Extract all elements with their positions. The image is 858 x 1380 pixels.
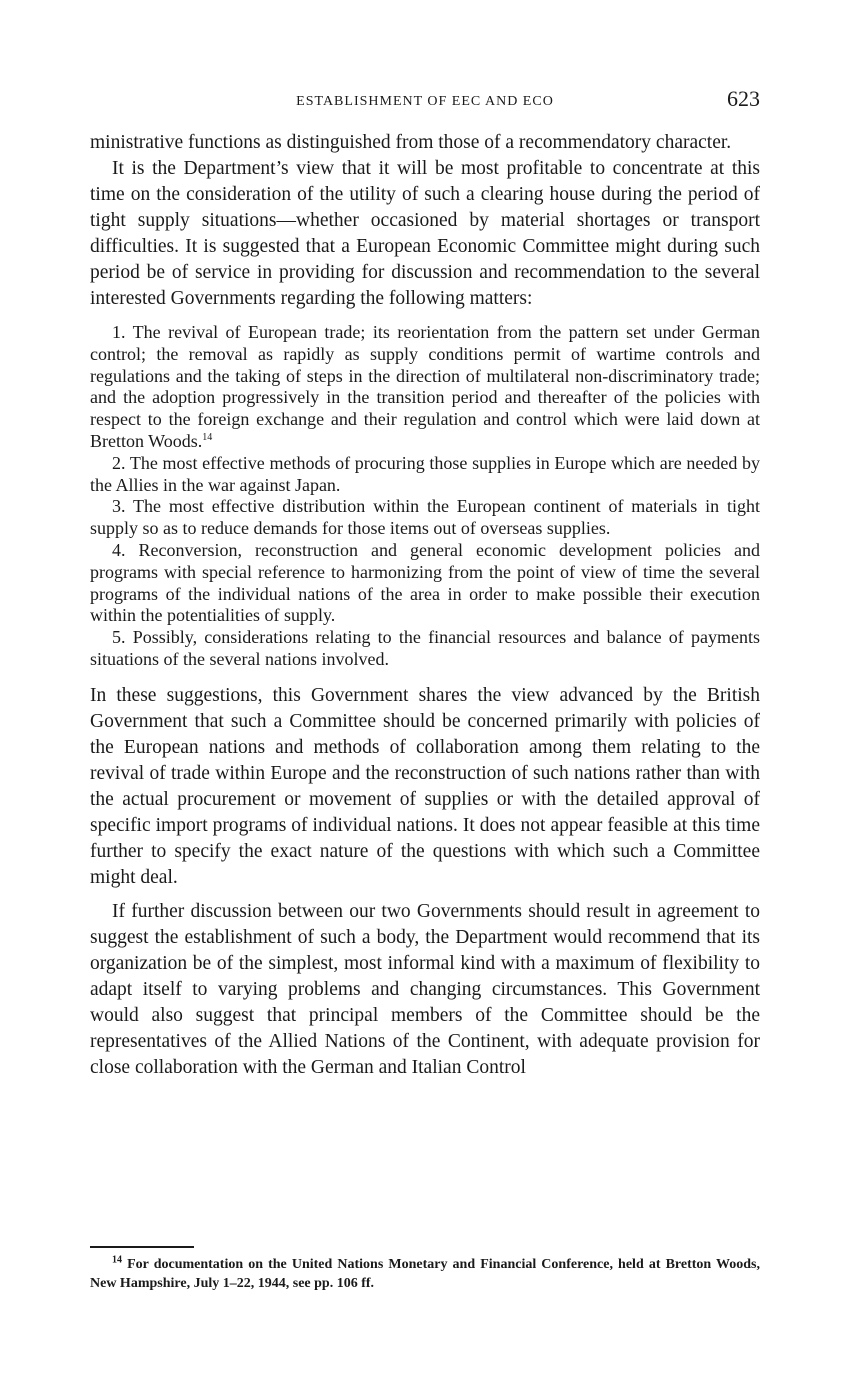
list-item-2: 2. The most effective methods of procuring those supplies in Europe which are needed by the Allies in the war against Japan.	[90, 452, 760, 495]
list-item-1-text: 1. The revival of European trade; its reorientation from the pattern set under German control; the removal as rapidly as supply conditions permit of wartime controls and regulations and the taking of steps in the direction of multilateral non-discriminatory trade; and the adoption progressively in the transition period and thereafter of the policies with respect to the foreign exchange and their regulation and control which were laid down at Bretton Woods.	[90, 322, 760, 451]
paragraph-british-view: In these suggestions, this Government shares the view advanced by the British Government that such a Committee should be concerned primarily with policies of the European nations and methods of collaboration among them relating to the revival of trade within Europe and the reconstruction of such nations rather than with the actual procurement or movement of supplies or with the detailed approval of specific import programs of individual nations. It does not appear feasible at this time further to specify the exact nature of the questions with which such a Committee might deal.	[90, 684, 760, 888]
footnote-text: For documentation on the United Nations Monetary and Financial Conference, held at Bretton Woods, New Hampshire, July 1–22, 1944, see pp. 106 ff.	[90, 1257, 760, 1291]
page-header	[90, 86, 760, 118]
list-item-1	[90, 322, 760, 453]
list-item-4: 4. Reconversion, reconstruction and general economic development policies and programs with special reference to harmonizing from the point of view of time the several programs of the individual nations of the area in order to make possible their execution within the potentialities of supply.	[90, 539, 760, 626]
footnote	[90, 1255, 760, 1293]
page-number: 623	[727, 86, 760, 111]
footnote-divider	[90, 1246, 194, 1248]
paragraph-continued: ministrative functions as distinguished from those of a recommendatory character.	[90, 132, 732, 153]
paragraph-department-view: It is the Department’s view that it will be most profitable to concentrate at this time on the consideration of the utility of such a clearing house during the period of tight supply situations—whether occasioned by material shortages or transport difficulties. It is suggested that a European Economic Committee might during such period be of service in providing for discussion and recommendation to the several interested Governments regarding the following matters:	[90, 158, 760, 309]
paragraph-recommendation: If further discussion between our two Governments should result in agreement to suggest the establishment of such a body, the Department would recommend that its organization be of the simplest, most informal kind with a maximum of flexibility to adapt itself to varying problems and changing circumstances. This Government would also suggest that principal members of the Committee should be the representatives of the Allied Nations of the Continent, with adequate provision for close collaboration with the German and Italian Control	[90, 900, 760, 1078]
body-text	[90, 130, 760, 1081]
list-item-3: 3. The most effective distribution within the European continent of materials in tight supply so as to reduce demands for those items out of overseas supplies.	[90, 496, 760, 539]
footnote-reference: 14	[202, 431, 213, 443]
matters-list	[90, 322, 760, 671]
list-item-5: 5. Possibly, considerations relating to the financial resources and balance of payments situations of the several nations involved.	[90, 627, 760, 669]
running-head: ESTABLISHMENT OF EEC AND ECO	[296, 94, 554, 109]
footnote-marker: 14	[112, 1254, 122, 1266]
